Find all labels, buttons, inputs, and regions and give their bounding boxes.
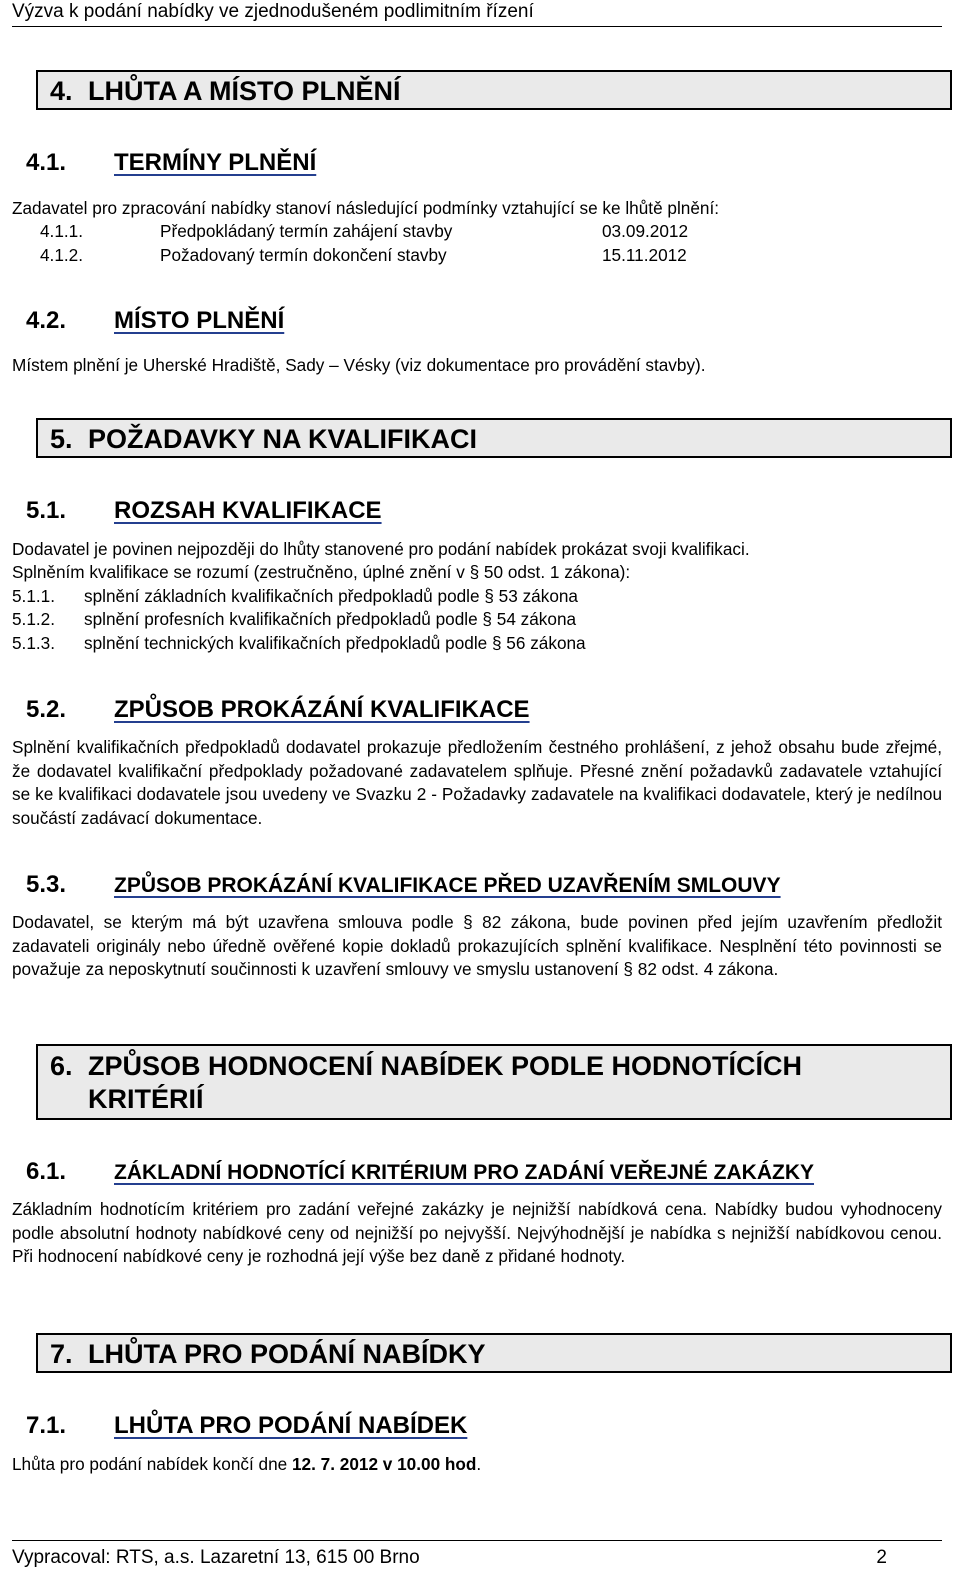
section-title: ROZSAH KVALIFIKACE: [114, 497, 382, 524]
section-5-2-heading: [26, 695, 530, 725]
section-number: 5.3.: [26, 871, 67, 898]
list-item: [12, 632, 942, 656]
list-item: [12, 220, 942, 244]
list-item: [12, 244, 942, 268]
item-number: 5.1.3.: [12, 633, 56, 653]
section-title: MÍSTO PLNĚNÍ: [114, 307, 285, 334]
section-5-1-heading: [26, 496, 382, 526]
deadline-value: 12. 7. 2012 v 10.00 hod: [292, 1454, 477, 1474]
item-number: 5.1.2.: [12, 609, 56, 629]
section-number: 7.1.: [26, 1412, 67, 1439]
section-6-1-heading: [26, 1157, 814, 1188]
section-title-line-1: ZPŮSOB HODNOCENÍ NABÍDEK PODLE HODNOTÍCÍCH: [88, 1051, 803, 1081]
paragraph: Místem plnění je Uherské Hradiště, Sady – Vésky (viz dokumentace pro provádění stavby).: [12, 355, 706, 375]
item-date: 15.11.2012: [602, 245, 687, 265]
paragraph: Dodavatel je povinen nejpozději do lhůty stanovené pro podání nabídek prokázat svoji kvalifikaci.: [12, 539, 750, 559]
section-number: 4.: [50, 76, 73, 106]
paragraph: Splněním kvalifikace se rozumí (zestručněno, úplné znění v § 50 odst. 1 zákona):: [12, 562, 631, 582]
item-number: 4.1.2.: [40, 245, 84, 265]
section-title: LHŮTA A MÍSTO PLNĚNÍ: [88, 76, 401, 106]
section-title: POŽADAVKY NA KVALIFIKACI: [88, 424, 478, 454]
paragraph: [12, 1453, 942, 1477]
section-number: 4.1.: [26, 149, 67, 176]
section-number: 5.2.: [26, 696, 67, 723]
section-title: ZPŮSOB PROKÁZÁNÍ KVALIFIKACE: [114, 696, 530, 723]
section-number: 5.1.: [26, 497, 67, 524]
item-text: splnění technických kvalifikačních předpokladů podle § 56 zákona: [84, 633, 586, 653]
deadline-text: Lhůta pro podání nabídek končí dne: [12, 1454, 292, 1474]
paragraph: Zadavatel pro zpracování nabídky stanoví následující podmínky vztahující se ke lhůtě plnění:: [12, 198, 720, 218]
item-label: Předpokládaný termín zahájení stavby: [160, 221, 453, 241]
section-title: LHŮTA PRO PODÁNÍ NABÍDKY: [88, 1339, 486, 1369]
section-7-1-heading: [26, 1411, 467, 1441]
section-number: 6.: [50, 1051, 73, 1081]
section-title-line-2: KRITÉRIÍ: [88, 1084, 204, 1114]
page-header: [12, 0, 942, 27]
item-label: Požadovaný termín dokončení stavby: [160, 245, 447, 265]
page-number: 2: [876, 1547, 887, 1568]
section-5-heading: [36, 418, 952, 458]
item-text: splnění profesních kvalifikačních předpokladů podle § 54 zákona: [84, 609, 577, 629]
section-title: TERMÍNY PLNĚNÍ: [114, 149, 317, 176]
section-4-1-heading: [26, 148, 316, 178]
footer-label: Vypracoval: RTS, a.s. Lazaretní 13, 615 00 Brno: [12, 1547, 420, 1568]
section-number: 5.: [50, 424, 73, 454]
section-number: 4.2.: [26, 307, 67, 334]
section-6-heading: [36, 1044, 952, 1120]
item-number: 4.1.1.: [40, 221, 84, 241]
section-7-heading: [36, 1333, 952, 1373]
section-title: ZPŮSOB PROKÁZÁNÍ KVALIFIKACE PŘED UZAVŘENÍM SMLOUVY: [114, 874, 781, 897]
section-number: 6.1.: [26, 1158, 67, 1185]
list-item: [12, 608, 942, 632]
paragraph: Základním hodnotícím kritériem pro zadání veřejné zakázky je nejnižší nabídková cena. Nabídky budou vyhodnoceny podle absolutní hodnoty nabídkové ceny od nejnižší po nejvyšší. Nejvýhodnější je nabídka s nejnižší nabídkovou cenou. Při hodnocení nabídkové ceny je rozhodná její výše bez daně z přidané hodnoty.: [12, 1199, 942, 1266]
section-number: 7.: [50, 1339, 73, 1369]
section-4-heading: [36, 70, 952, 110]
item-text: splnění základních kvalifikačních předpokladů podle § 53 zákona: [84, 586, 578, 606]
item-date: 03.09.2012: [602, 221, 689, 241]
document-title: Výzva k podání nabídky ve zjednodušeném podlimitním řízení: [12, 1, 534, 22]
section-5-3-heading: [26, 870, 781, 901]
list-item: [12, 585, 942, 609]
paragraph: Dodavatel, se kterým má být uzavřena smlouva podle § 82 zákona, bude povinen před jejím uzavřením předložit zadavateli originály nebo úředně ověřené kopie dokladů prokazujících splnění kvalifikace. Nesplnění této povinnosti se považuje za neposkytnutí součinnosti k uzavření smlouvy ve smyslu ustanovení § 82 odst. 4 zákona.: [12, 912, 942, 979]
paragraph: Splnění kvalifikačních předpokladů dodavatel prokazuje předložením čestného prohlášení, z jehož obsahu bude zřejmé, že dodavatel kvalifikační předpoklady požadované zadavatelem splňuje. Přesné znění požadavků zadavatele vztahující se ke kvalifikaci dodavatele jsou uvedeny ve Svazku 2 - Požadavky zadavatele na kvalifikaci dodavatele, který je nedílnou součástí zadávací dokumentace.: [12, 737, 942, 828]
section-4-2-heading: [26, 306, 284, 336]
section-title: ZÁKLADNÍ HODNOTÍCÍ KRITÉRIUM PRO ZADÁNÍ VEŘEJNÉ ZAKÁZKY: [114, 1161, 815, 1184]
item-number: 5.1.1.: [12, 586, 56, 606]
page-footer: [12, 1540, 942, 1571]
section-title: LHŮTA PRO PODÁNÍ NABÍDEK: [114, 1412, 468, 1439]
deadline-end: .: [476, 1454, 482, 1474]
